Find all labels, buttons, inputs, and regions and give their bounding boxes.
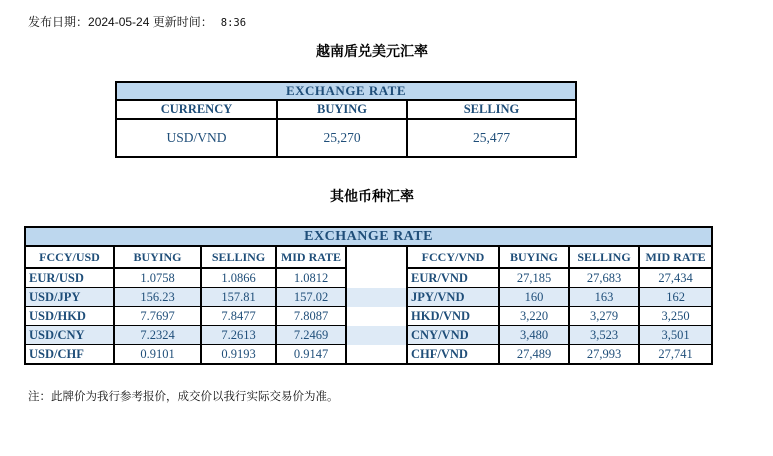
cell-selling: 0.9193 bbox=[201, 345, 276, 365]
column-header-midrate-right: MID RATE bbox=[639, 246, 712, 268]
cell-midrate: 7.8087 bbox=[276, 307, 346, 326]
spacer-cell bbox=[346, 326, 407, 345]
rate-row bbox=[25, 345, 712, 365]
publish-date-value: 2024-05-24 bbox=[88, 15, 150, 29]
column-header-selling-right: SELLING bbox=[569, 246, 639, 268]
usd-vnd-section-title: 越南盾兑美元汇率 bbox=[316, 43, 428, 59]
cell-selling: 3,523 bbox=[569, 326, 639, 345]
spacer-cell bbox=[346, 307, 407, 326]
cell-pair: CNY/VND bbox=[407, 326, 499, 345]
cell-pair: USD/CHF bbox=[25, 345, 114, 365]
spacer-cell bbox=[346, 288, 407, 307]
cell-midrate: 27,741 bbox=[639, 345, 712, 365]
rate-row bbox=[25, 326, 712, 345]
publish-date-label: 发布日期： bbox=[28, 15, 89, 29]
cell-buying: 27,185 bbox=[499, 268, 569, 288]
column-header-fccy-usd: FCCY/USD bbox=[25, 246, 114, 268]
exchange-rate-band-label: EXCHANGE RATE bbox=[25, 227, 712, 246]
cell-pair: HKD/VND bbox=[407, 307, 499, 326]
cell-selling: 7.2613 bbox=[201, 326, 276, 345]
column-header-fccy-vnd: FCCY/VND bbox=[407, 246, 499, 268]
cell-buying: 3,480 bbox=[499, 326, 569, 345]
column-header-row bbox=[116, 100, 576, 119]
cell-buying: 160 bbox=[499, 288, 569, 307]
column-header-row bbox=[25, 246, 712, 268]
rate-row bbox=[25, 268, 712, 288]
cell-pair: EUR/USD bbox=[25, 268, 114, 288]
cell-pair: CHF/VND bbox=[407, 345, 499, 365]
table-header-band bbox=[25, 227, 712, 246]
table-header-band bbox=[116, 82, 576, 100]
cell-pair: EUR/VND bbox=[407, 268, 499, 288]
cell-midrate: 0.9147 bbox=[276, 345, 346, 365]
cell-midrate: 3,250 bbox=[639, 307, 712, 326]
cell-currency-pair: USD/VND bbox=[116, 119, 277, 157]
rate-row bbox=[25, 288, 712, 307]
column-header-selling: SELLING bbox=[407, 100, 576, 119]
usd-vnd-rate-row bbox=[116, 119, 576, 157]
cell-selling: 27,993 bbox=[569, 345, 639, 365]
cell-pair: USD/CNY bbox=[25, 326, 114, 345]
cell-midrate: 162 bbox=[639, 288, 712, 307]
cell-buying: 1.0758 bbox=[114, 268, 201, 288]
spacer-cell bbox=[346, 345, 407, 365]
cell-midrate: 3,501 bbox=[639, 326, 712, 345]
column-header-buying-left: BUYING bbox=[114, 246, 201, 268]
column-header-buying-right: BUYING bbox=[499, 246, 569, 268]
cell-buying: 156.23 bbox=[114, 288, 201, 307]
cell-midrate: 157.02 bbox=[276, 288, 346, 307]
other-rates-section-title: 其他币种汇率 bbox=[330, 188, 414, 204]
exchange-rate-band-label: EXCHANGE RATE bbox=[116, 82, 576, 100]
disclaimer-note: 注：此牌价为我行参考报价，成交价以我行实际交易价为准。 bbox=[28, 391, 339, 403]
cell-selling: 27,683 bbox=[569, 268, 639, 288]
cell-buying: 27,489 bbox=[499, 345, 569, 365]
update-time-label: 更新时间： bbox=[152, 15, 213, 29]
cell-midrate: 27,434 bbox=[639, 268, 712, 288]
column-header-currency: CURRENCY bbox=[116, 100, 277, 119]
cell-buying-rate: 25,270 bbox=[277, 119, 407, 157]
cell-midrate: 7.2469 bbox=[276, 326, 346, 345]
cell-buying: 7.7697 bbox=[114, 307, 201, 326]
cell-buying: 7.2324 bbox=[114, 326, 201, 345]
update-time-value: 8:36 bbox=[220, 17, 247, 29]
column-header-buying: BUYING bbox=[277, 100, 407, 119]
other-rates-table bbox=[24, 226, 713, 365]
spacer-cell bbox=[346, 268, 407, 288]
column-header-selling-left: SELLING bbox=[201, 246, 276, 268]
cell-selling: 7.8477 bbox=[201, 307, 276, 326]
publish-info bbox=[28, 13, 246, 30]
cell-selling: 163 bbox=[569, 288, 639, 307]
spacer-column bbox=[346, 246, 407, 268]
cell-buying: 0.9101 bbox=[114, 345, 201, 365]
cell-selling: 157.81 bbox=[201, 288, 276, 307]
usd-vnd-rate-table bbox=[115, 81, 577, 158]
cell-selling-rate: 25,477 bbox=[407, 119, 576, 157]
cell-pair: USD/HKD bbox=[25, 307, 114, 326]
cell-pair: JPY/VND bbox=[407, 288, 499, 307]
column-header-midrate-left: MID RATE bbox=[276, 246, 346, 268]
cell-buying: 3,220 bbox=[499, 307, 569, 326]
rate-row bbox=[25, 307, 712, 326]
cell-pair: USD/JPY bbox=[25, 288, 114, 307]
cell-midrate: 1.0812 bbox=[276, 268, 346, 288]
cell-selling: 3,279 bbox=[569, 307, 639, 326]
cell-selling: 1.0866 bbox=[201, 268, 276, 288]
